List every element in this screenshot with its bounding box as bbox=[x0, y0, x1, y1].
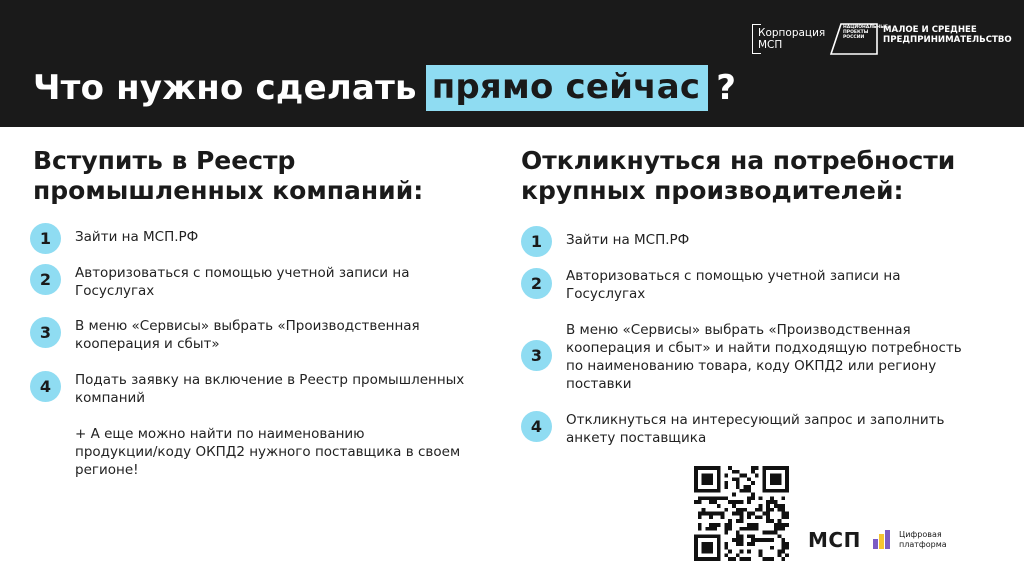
right-step-4-line2: анкету поставщика bbox=[566, 430, 707, 446]
title-question-mark: ? bbox=[716, 68, 737, 108]
left-note-line3: регионе! bbox=[75, 462, 139, 478]
right-step-2-line2: Госуслугах bbox=[566, 286, 646, 302]
right-heading-line1: Откликнуться на потребности bbox=[521, 146, 956, 175]
right-step-2-line1: Авторизоваться с помощью учетной записи на bbox=[566, 268, 901, 284]
platform-line1: Цифровая bbox=[899, 530, 942, 539]
left-step-3-line1: В меню «Сервисы» выбрать «Производственная bbox=[75, 318, 420, 334]
left-note-line1: + А еще можно найти по наименованию bbox=[75, 426, 365, 442]
logo-corp-line2: МСП bbox=[758, 39, 783, 51]
logo-np-text: НАЦИОНАЛЬНЫЕ ПРОЕКТЫ РОССИИ bbox=[843, 25, 888, 40]
left-step-3-line2: кооперация и сбыт» bbox=[75, 336, 220, 352]
left-step-4-number: 4 bbox=[30, 371, 61, 402]
left-step-3-number: 3 bbox=[30, 317, 61, 348]
left-step-4-line1: Подать заявку на включение в Реестр промышленных bbox=[75, 372, 465, 388]
page-title bbox=[33, 64, 736, 112]
left-step-1-number: 1 bbox=[30, 223, 61, 254]
right-step-3-line2: кооперация и сбыт» и найти подходящую потребность bbox=[566, 340, 962, 356]
national-projects-logo bbox=[829, 22, 1019, 58]
left-heading-line1: Вступить в Реестр bbox=[33, 146, 296, 175]
right-step-1-line1: Зайти на МСП.РФ bbox=[566, 232, 690, 248]
right-step-3-number: 3 bbox=[521, 340, 552, 371]
logo-corp-line1: Корпорация bbox=[758, 27, 826, 39]
left-step-1-line1: Зайти на МСП.РФ bbox=[75, 229, 199, 245]
right-step-4-line1: Откликнуться на интересующий запрос и заполнить bbox=[566, 412, 945, 428]
header-banner bbox=[0, 0, 1024, 127]
digital-platform-label bbox=[899, 530, 947, 550]
left-note-line2: продукции/коду ОКПД2 нужного поставщика в своем bbox=[75, 444, 461, 460]
left-step-2-line1: Авторизоваться с помощью учетной записи на bbox=[75, 265, 410, 281]
left-step-2-number: 2 bbox=[30, 264, 61, 295]
right-step-3-line4: поставки bbox=[566, 376, 632, 392]
right-step-4-number: 4 bbox=[521, 411, 552, 442]
logo-msb-line2: ПРЕДПРИНИМАТЕЛЬСТВО bbox=[883, 35, 1012, 45]
logo-msb-line1: МАЛОЕ И СРЕДНЕЕ bbox=[883, 25, 977, 35]
title-part1: Что нужно сделать bbox=[33, 68, 417, 108]
title-highlight: прямо сейчас bbox=[426, 65, 709, 111]
msp-logo: МСП bbox=[808, 528, 861, 552]
qr-code[interactable] bbox=[694, 466, 789, 561]
left-step-2-line2: Госуслугах bbox=[75, 283, 155, 299]
right-step-2-number: 2 bbox=[521, 268, 552, 299]
right-step-3-line1: В меню «Сервисы» выбрать «Производственная bbox=[566, 322, 911, 338]
left-step-4-line2: компаний bbox=[75, 390, 146, 406]
corporation-msp-logo bbox=[752, 24, 826, 54]
left-heading-line2: промышленных компаний: bbox=[33, 176, 424, 205]
platform-line2: платформа bbox=[899, 540, 947, 549]
right-step-1-number: 1 bbox=[521, 226, 552, 257]
right-heading-line2: крупных производителей: bbox=[521, 176, 904, 205]
right-step-3-line3: по наименованию товара, коду ОКПД2 или региону bbox=[566, 358, 937, 374]
digital-platform-icon bbox=[873, 530, 892, 549]
